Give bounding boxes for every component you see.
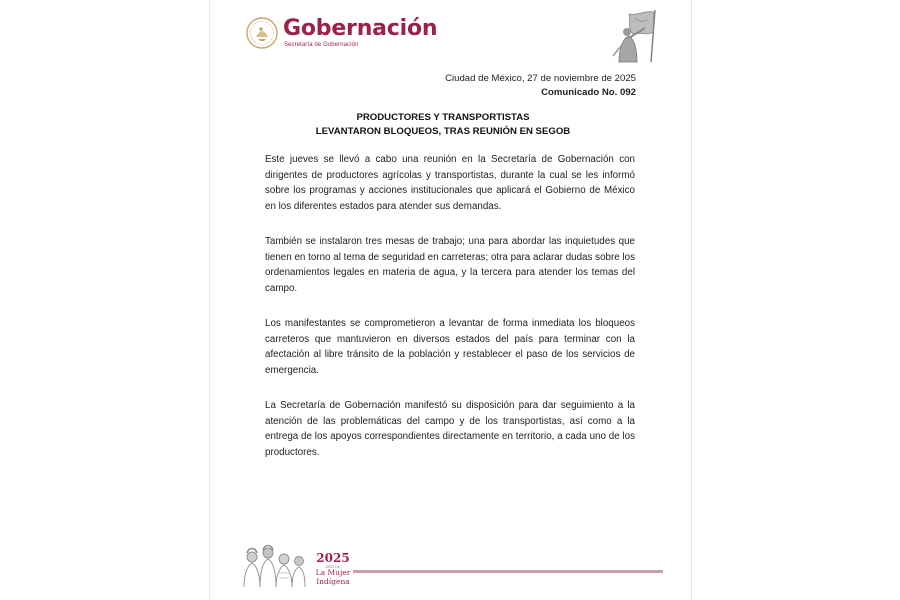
flag-bearer-woman-icon — [607, 6, 663, 64]
paragraph-2: También se instalaron tres mesas de trabajo; una para abordar las inquietudes que tienen en torno al tema de seguridad en carreteras; otra para aclarar dudas sobre los ordenamientos legales en materia de agua, y la tercera para atender los temas del campo. — [265, 236, 635, 294]
brand-title: Gobernación — [283, 16, 438, 41]
mexico-coat-of-arms-icon — [246, 17, 278, 49]
paragraph-4: La Secretaría de Gobernación manifestó su disposición para dar seguimiento a la atención de las problemáticas del campo y de los transportistas, así como a la entrega de los apoyos correspondientes directamente en territorio, a cada uno de los productores. — [265, 400, 635, 458]
footer-rule — [353, 570, 663, 573]
year-caption: AÑO DE — [325, 564, 341, 569]
body-text — [265, 152, 635, 480]
headline — [250, 111, 636, 139]
paragraph-1: Este jueves se llevó a cabo una reunión en la Secretaría de Gobernación con dirigentes de productores agrícolas y transportistas, durante la cual se les informó sobre los programas y acciones institucionales que aplicará el Gobierno de México en los diferentes estados para atender sus demandas. — [265, 154, 635, 212]
year-title-line-1: La Mujer — [315, 568, 351, 577]
place-date: Ciudad de México, 27 de noviembre de 2025 — [445, 73, 636, 84]
year-number: 2025 — [316, 551, 350, 565]
document-page — [209, 0, 692, 600]
dateline — [445, 72, 636, 100]
headline-line-1: PRODUCTORES Y TRANSPORTISTAS — [356, 112, 530, 123]
year-of-indigenous-women-mark — [314, 552, 352, 586]
paragraph-3: Los manifestantes se comprometieron a levantar de forma inmediata los bloqueos carreteros que mantuvieron en diversos estados del país para terminar con la afectación al libre tránsito de la población y restablecer el paso de los servicios de emergencia. — [265, 318, 635, 376]
headline-line-2: LEVANTARON BLOQUEOS, TRAS REUNIÓN EN SEGOB — [315, 126, 571, 137]
indigenous-women-illustration-icon — [241, 543, 307, 589]
communique-number: Comunicado No. 092 — [541, 87, 636, 98]
brand-subtitle: Secretaría de Gobernación — [284, 42, 359, 48]
year-title-line-2: Indígena — [316, 576, 350, 586]
